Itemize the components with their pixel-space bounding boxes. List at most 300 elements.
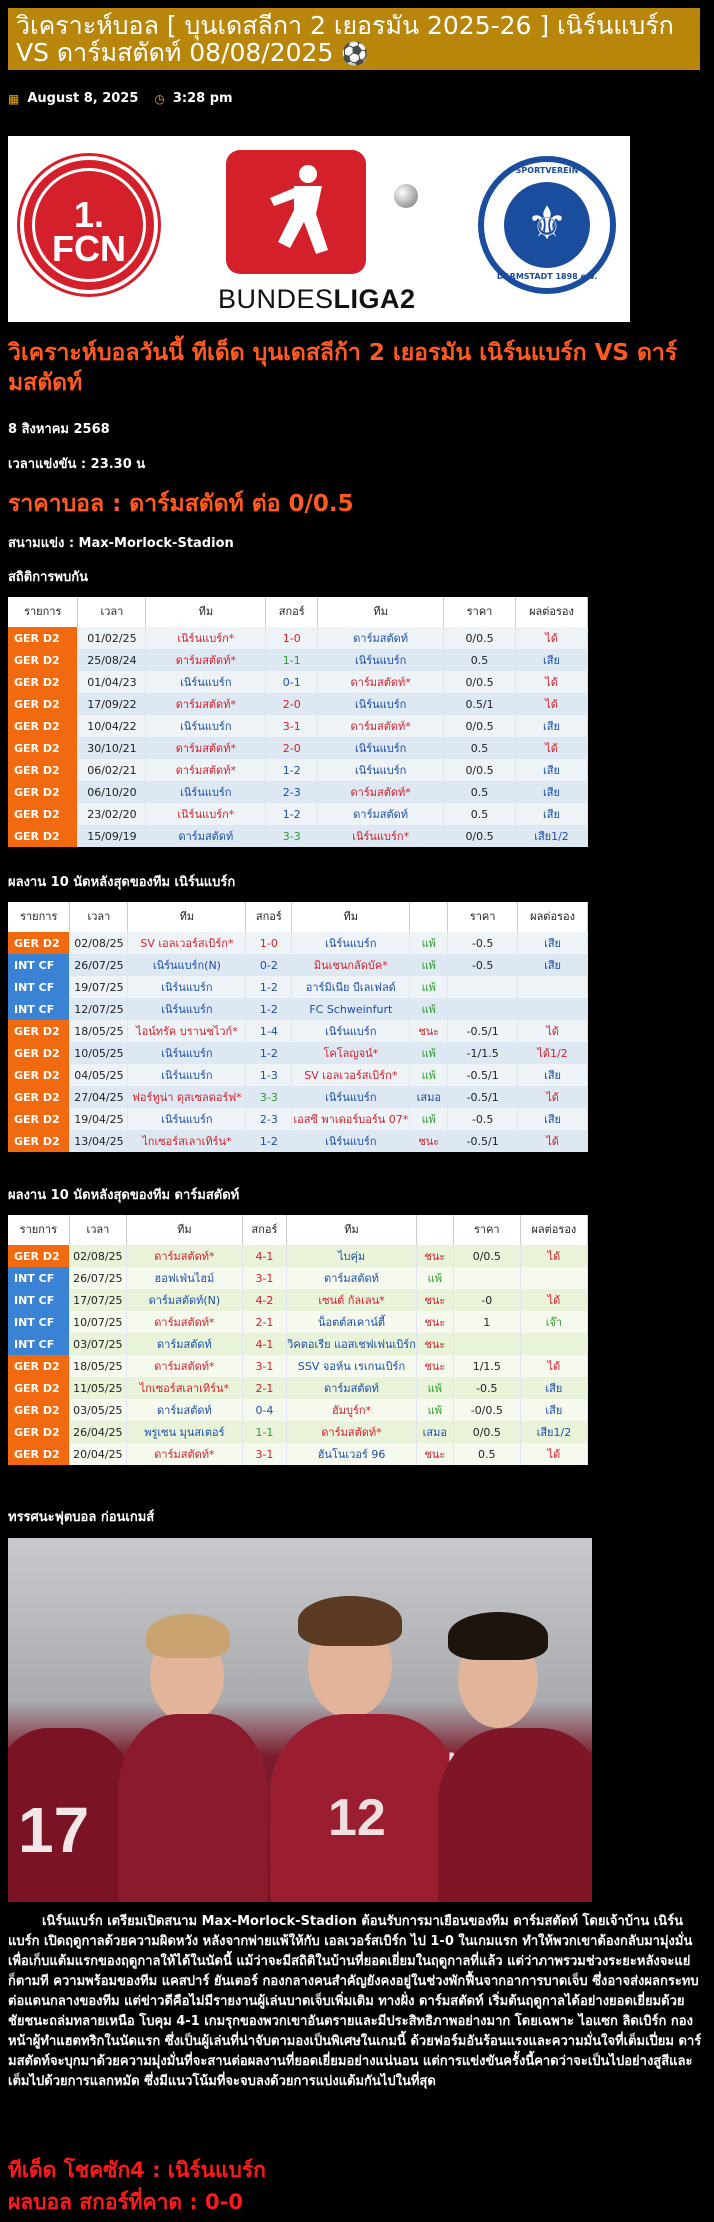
odds-cell: 1 <box>453 1311 520 1333</box>
table-header-cell: ทีม <box>127 1215 243 1245</box>
form-home-header-row <box>8 902 588 932</box>
handicap-result-cell: ได้ <box>518 1130 588 1152</box>
table-row <box>8 1421 588 1443</box>
win-loss-cell: ชนะ <box>416 1311 453 1333</box>
date-cell: 18/05/25 <box>70 1020 128 1042</box>
home-team-cell: เนิร์นแบร์ก <box>146 781 266 803</box>
table-row <box>8 1377 588 1399</box>
win-loss-cell: ชนะ <box>410 1130 448 1152</box>
date-cell: 10/07/25 <box>69 1311 126 1333</box>
table-row <box>8 998 588 1020</box>
form-home-heading: ผลงาน 10 นัดหลังสุดของทีม เนิร์นแบร์ก <box>8 875 236 890</box>
away-team-cell: ดาร์มสตัดท์ <box>287 1377 417 1399</box>
away-team-cell: เนิร์นแบร์ก <box>292 1020 410 1042</box>
table-row <box>8 715 588 737</box>
win-loss-cell: ชนะ <box>416 1245 453 1267</box>
odds-cell: 0/0.5 <box>453 1421 520 1443</box>
win-loss-cell: แพ้ <box>410 954 448 976</box>
handicap-result-cell: ได้ <box>516 737 588 759</box>
score-cell: 1-0 <box>246 932 292 954</box>
nuremberg-logo: 1. FCN <box>20 156 158 294</box>
handicap-result-cell: เสีย <box>520 1377 587 1399</box>
kickoff-time: เวลาแข่งขัน : 23.30 น <box>8 457 146 472</box>
date-cell: 19/04/25 <box>70 1108 128 1130</box>
form-away-header-row <box>8 1215 588 1245</box>
score-cell: 1-4 <box>246 1020 292 1042</box>
away-team-cell: เนิร์นแบร์ก <box>292 1130 410 1152</box>
table-header-cell: ทีม <box>128 902 246 932</box>
table-row <box>8 759 588 781</box>
league-cell: GER D2 <box>8 825 78 847</box>
score-cell: 2-3 <box>266 781 318 803</box>
odds-cell: -0 <box>453 1289 520 1311</box>
odds-cell: 0.5 <box>444 803 516 825</box>
table-row <box>8 1355 588 1377</box>
league-cell: GER D2 <box>8 1443 69 1465</box>
away-team-cell: เนิร์นแบร์ก* <box>318 825 444 847</box>
table-row <box>8 627 588 649</box>
win-loss-cell: แพ้ <box>410 1108 448 1130</box>
home-team-cell: ดาร์มสตัดท์ <box>127 1399 243 1421</box>
handicap-result-cell: เสีย <box>518 1108 588 1130</box>
handicap-result-cell: เสีย <box>516 759 588 781</box>
league-cell: GER D2 <box>8 715 78 737</box>
score-cell: 4-1 <box>242 1333 286 1355</box>
page-title-text: วิเคราะห์บอล [ บุนเดสลีกา 2 เยอรมัน 2025-26 ] เนิร์นแบร์ก VS ดาร์มสตัดท์ 08/08/2025 <box>16 11 674 67</box>
home-team-cell: ไอน์ทรัค บรานชไวก์* <box>128 1020 246 1042</box>
article-heading: วิเคราะห์บอลวันนี้ ทีเด็ด บุนเดสลีก้า 2 เยอรมัน เนิร์นแบร์ก VS ดาร์มสตัดท์ <box>8 340 678 396</box>
away-team-cell: เนิร์นแบร์ก <box>318 737 444 759</box>
odds-cell: 0.5 <box>444 737 516 759</box>
score-cell: 0-1 <box>266 671 318 693</box>
away-team-cell: SV เอลเวอร์สเบิร์ก* <box>292 1064 410 1086</box>
away-team-cell: เอสซี พาเดอร์บอร์น 07* <box>292 1108 410 1130</box>
away-team-cell: ดาร์มสตัดท์* <box>287 1421 417 1443</box>
date-cell: 30/10/21 <box>78 737 146 759</box>
win-loss-cell: ชนะ <box>416 1443 453 1465</box>
odds-cell: 0.5 <box>453 1443 520 1465</box>
date-cell: 18/05/25 <box>69 1355 126 1377</box>
odds-heading: ราคาบอล : ดาร์มสตัดท์ ต่อ 0/0.5 <box>8 491 354 517</box>
date-cell: 23/02/20 <box>78 803 146 825</box>
home-team-cell: ดาร์มสตัดท์* <box>146 693 266 715</box>
h2h-table <box>8 597 588 847</box>
table-header-cell: เวลา <box>70 902 128 932</box>
league-cell: GER D2 <box>8 1086 70 1108</box>
handicap-result-cell: เจ๊า <box>520 1311 587 1333</box>
win-loss-cell: ชนะ <box>416 1355 453 1377</box>
handicap-result-cell: เสีย <box>518 954 588 976</box>
home-team-cell: เนิร์นแบร์ก <box>128 1064 246 1086</box>
score-cell: 1-2 <box>246 1130 292 1152</box>
league-cell: GER D2 <box>8 1108 70 1130</box>
league-cell: GER D2 <box>8 1245 69 1267</box>
table-header-cell: ราคา <box>453 1215 520 1245</box>
bundesliga-ball-icon <box>394 184 418 208</box>
calendar-icon: ▦ <box>8 91 20 106</box>
table-row <box>8 803 588 825</box>
date-cell: 13/04/25 <box>70 1130 128 1152</box>
match-banner <box>8 136 630 322</box>
away-team-cell: อาร์มิเนีย บีเลเฟลด์ <box>292 976 410 998</box>
score-cell: 1-0 <box>266 627 318 649</box>
table-row <box>8 1399 588 1421</box>
away-team-cell: น็อตต์สเคาน์ตี้ <box>287 1311 417 1333</box>
league-cell: GER D2 <box>8 627 78 649</box>
win-loss-cell: แพ้ <box>410 1042 448 1064</box>
league-cell: GER D2 <box>8 759 78 781</box>
home-team-cell: ดาร์มสตัดท์* <box>146 649 266 671</box>
bundesliga-logo <box>226 150 366 274</box>
odds-cell: -0.5 <box>453 1377 520 1399</box>
odds-cell <box>448 976 518 998</box>
league-cell: GER D2 <box>8 1377 69 1399</box>
odds-cell: 0/0.5 <box>444 671 516 693</box>
home-team-cell: ดาร์มสตัดท์* <box>127 1311 243 1333</box>
clock-icon: ◷ <box>154 91 165 106</box>
table-header-cell: สกอร์ <box>266 597 318 627</box>
table-row <box>8 1289 588 1311</box>
table-row <box>8 1311 588 1333</box>
date-cell: 26/07/25 <box>70 954 128 976</box>
darmstadt-logo: SPORTVEREIN ⚜ DARMSTADT 1898 e.V. <box>478 156 616 294</box>
odds-cell: -0.5 <box>448 954 518 976</box>
win-loss-cell: แพ้ <box>410 976 448 998</box>
table-row <box>8 1108 588 1130</box>
table-header-cell: เวลา <box>78 597 146 627</box>
home-team-cell: พรูเซน มุนสเตอร์ <box>127 1421 243 1443</box>
away-team-cell: เซนต์ กัลเลน* <box>287 1289 417 1311</box>
date-cell: 06/10/20 <box>78 781 146 803</box>
home-team-cell: เนิร์นแบร์ก <box>128 998 246 1020</box>
score-cell: 3-1 <box>242 1267 286 1289</box>
home-team-cell: เนิร์นแบร์ก* <box>146 803 266 825</box>
handicap-result-cell: ได้ <box>520 1245 587 1267</box>
table-header-cell: ผลต่อรอง <box>520 1215 587 1245</box>
handicap-result-cell: เสีย <box>520 1399 587 1421</box>
table-row <box>8 781 588 803</box>
score-cell: 0-2 <box>246 954 292 976</box>
home-team-cell: SV เอลเวอร์สเบิร์ก* <box>128 932 246 954</box>
score-cell: 0-4 <box>242 1399 286 1421</box>
handicap-result-cell: ได้ <box>518 1086 588 1108</box>
score-cell: 4-1 <box>242 1245 286 1267</box>
odds-cell: 0/0.5 <box>444 759 516 781</box>
handicap-result-cell: เสีย1/2 <box>520 1421 587 1443</box>
handicap-result-cell <box>520 1333 587 1355</box>
table-row <box>8 1130 588 1152</box>
away-team-cell: ดาร์มสตัดท์ <box>318 627 444 649</box>
tip-pick: ทีเด็ด โชคซัก4 : เนิร์นแบร์ก <box>8 2158 266 2182</box>
bundesliga-wordmark: BUNDESLIGA2 <box>218 284 416 314</box>
league-cell: GER D2 <box>8 693 78 715</box>
odds-cell: -0.5 <box>448 932 518 954</box>
page-title <box>8 8 700 70</box>
odds-cell: 0.5 <box>444 781 516 803</box>
thai-date: 8 สิงหาคม 2568 <box>8 422 110 437</box>
win-loss-cell: เสมอ <box>410 1086 448 1108</box>
date-cell: 11/05/25 <box>69 1377 126 1399</box>
post-date[interactable]: August 8, 2025 <box>27 91 139 106</box>
handicap-result-cell: เสีย <box>516 781 588 803</box>
date-cell: 03/05/25 <box>69 1399 126 1421</box>
table-header-cell <box>410 902 448 932</box>
league-cell: INT CF <box>8 998 70 1020</box>
score-cell: 2-1 <box>242 1311 286 1333</box>
date-cell: 12/07/25 <box>70 998 128 1020</box>
table-header-cell: ทีม <box>318 597 444 627</box>
home-team-cell: ดาร์มสตัดท์* <box>146 759 266 781</box>
away-team-cell: โคโลญจน์* <box>292 1042 410 1064</box>
table-header-cell: ทีม <box>146 597 266 627</box>
league-cell: GER D2 <box>8 671 78 693</box>
table-header-cell: สกอร์ <box>246 902 292 932</box>
league-cell: INT CF <box>8 976 70 998</box>
table-row <box>8 649 588 671</box>
league-cell: GER D2 <box>8 1130 70 1152</box>
odds-cell <box>453 1333 520 1355</box>
win-loss-cell: แพ้ <box>416 1377 453 1399</box>
away-team-cell: ดาร์มสตัดท์* <box>318 715 444 737</box>
handicap-result-cell: ได้ <box>520 1289 587 1311</box>
score-cell: 1-1 <box>242 1421 286 1443</box>
home-team-cell: เนิร์นแบร์ก <box>146 671 266 693</box>
win-loss-cell: แพ้ <box>410 1064 448 1086</box>
score-cell: 4-2 <box>242 1289 286 1311</box>
home-team-cell: ฟอร์ทูน่า ดุสเซลดอร์ฟ* <box>128 1086 246 1108</box>
score-cell: 3-3 <box>246 1086 292 1108</box>
league-cell: INT CF <box>8 954 70 976</box>
h2h-heading: สถิติการพบกัน <box>8 570 88 585</box>
league-cell: GER D2 <box>8 1042 70 1064</box>
date-cell: 06/02/21 <box>78 759 146 781</box>
table-row <box>8 1443 588 1465</box>
home-team-cell: ดาร์มสตัดท์* <box>146 737 266 759</box>
away-team-cell: วิคตอเรีย แอสเชฟเฟนเบิร์ก <box>287 1333 417 1355</box>
score-cell: 1-3 <box>246 1064 292 1086</box>
league-cell: GER D2 <box>8 649 78 671</box>
table-row <box>8 1267 588 1289</box>
win-loss-cell: แพ้ <box>410 932 448 954</box>
away-team-cell: ฮันโนเวอร์ 96 <box>287 1443 417 1465</box>
league-cell: GER D2 <box>8 737 78 759</box>
win-loss-cell: ชนะ <box>410 1020 448 1042</box>
odds-cell <box>453 1267 520 1289</box>
away-team-cell: ดาร์มสตัดท์* <box>318 671 444 693</box>
score-cell: 1-2 <box>246 976 292 998</box>
league-cell: INT CF <box>8 1289 69 1311</box>
date-cell: 17/07/25 <box>69 1289 126 1311</box>
date-cell: 02/08/25 <box>70 932 128 954</box>
date-cell: 26/07/25 <box>69 1267 126 1289</box>
table-header-cell: ผลต่อรอง <box>516 597 588 627</box>
odds-cell: -0.5/1 <box>448 1064 518 1086</box>
win-loss-cell: เสมอ <box>416 1421 453 1443</box>
handicap-result-cell: ได้ <box>516 627 588 649</box>
date-cell: 10/04/22 <box>78 715 146 737</box>
date-cell: 25/08/24 <box>78 649 146 671</box>
soccer-ball-icon: ⚽ <box>341 42 369 67</box>
handicap-result-cell: เสีย <box>518 1064 588 1086</box>
table-row <box>8 1086 588 1108</box>
table-header-cell: ทีม <box>292 902 410 932</box>
handicap-result-cell: เสีย <box>516 649 588 671</box>
table-row <box>8 693 588 715</box>
score-cell: 1-2 <box>246 1042 292 1064</box>
table-row <box>8 1333 588 1355</box>
away-team-cell: SSV จอห์น เรเกนเบิร์ก <box>287 1355 417 1377</box>
table-header-cell: เวลา <box>69 1215 126 1245</box>
odds-cell: -0/0.5 <box>453 1399 520 1421</box>
handicap-result-cell: เสีย <box>516 715 588 737</box>
handicap-result-cell: ได้ <box>520 1355 587 1377</box>
league-cell: GER D2 <box>8 803 78 825</box>
post-meta <box>8 91 233 106</box>
league-cell: GER D2 <box>8 1399 69 1421</box>
table-header-cell: รายการ <box>8 902 70 932</box>
date-cell: 10/05/25 <box>70 1042 128 1064</box>
home-team-cell: เนิร์นแบร์ก <box>128 1108 246 1130</box>
preview-heading: ทรรศนะฟุตบอล ก่อนเกมส์ <box>8 1510 155 1525</box>
article-body: เนิร์นแบร์ก เตรียมเปิดสนาม Max-Morlock-Stadion ต้อนรับการมาเยือนของทีม ดาร์มสตัดท์ โดยเจ้าบ้าน เนิร์นแบร์ก เปิดฤดูกาลด้วยความผิดหวัง หลังจากพ่ายแพ้ให้กับ เอลเวอร์สเบิร์ก ไป 1-0 ในเกมแรก ทำให้พวกเขาต้องกลับมามุ่งมั่นเพื่อเก็บแต้มแรกของฤดูกาลให้ได้ในนัดนี้ แม้ว่าจะมีสถิติในบ้านที่ยอดเยี่ยมในฤดูกาลที่แล้ว แต่ว่าภาพรวมช่วงระยะหลังจะแย่ก็ตามที ความพร้อมของทีม แคสปาร์ ยันเตอร์ กองกลางคนสำคัญยังคงอยู่ในช่วงพักฟื้นจากอาการบาดเจ็บ ซึ่งอาจส่งผลกระทบต่อแดนกลางของทีม แต่ข่าวดีคือไม่มีรายงานผู้เล่นบาดเจ็บเพิ่มเติม ทางฝั่ง ดาร์มสตัดท์ เริ่มต้นฤดูกาลได้อย่างยอดเยี่ยมด้วยชัยชนะถล่มทลายเหนือ โบคุม 4-1 เกมรุกของพวกเขาอันตรายและมีประสิทธิภาพอย่างมาก โดยเฉพาะ ไอแซก ลิดเบิร์ก กองหน้าผู้ทำแฮตทริกในนัดแรก ซึ่งเป็นผู้เล่นที่น่าจับตามองเป็นพิเศษในเกมนี้ ด้วยฟอร์มอันร้อนแรงและความมั่นใจที่เต็มเปี่ยม ดาร์มสตัดท์จะบุกมาด้วยความมุ่งมั่นที่จะสานต่อผลงานที่ยอดเยี่ยมอย่างแน่นอน แต่การแข่งขันครั้งนี้คาดว่าจะเป็นไปอย่างสูสีและเต็มไปด้วยการแลกหมัด ซึ่งมีแนวโน้มที่จะจบลงด้วยการแบ่งแต้มกันไปในที่สุด <box>8 1914 702 2089</box>
table-row <box>8 976 588 998</box>
table-header-cell: รายการ <box>8 1215 69 1245</box>
league-cell: GER D2 <box>8 1421 69 1443</box>
home-team-cell: ฮอฟเฟ่นไฮม์ <box>127 1267 243 1289</box>
form-away-table <box>8 1215 588 1465</box>
date-cell: 20/04/25 <box>69 1443 126 1465</box>
handicap-result-cell: ได้ <box>516 693 588 715</box>
table-row <box>8 1064 588 1086</box>
odds-cell: -0.5/1 <box>448 1130 518 1152</box>
date-cell: 04/05/25 <box>70 1064 128 1086</box>
home-team-cell: ดาร์มสตัดท์ <box>127 1333 243 1355</box>
odds-cell: 1/1.5 <box>453 1355 520 1377</box>
odds-cell: 0.5 <box>444 649 516 671</box>
league-cell: GER D2 <box>8 932 70 954</box>
h2h-header-row <box>8 597 588 627</box>
predicted-score: ผลบอล สกอร์ที่คาด : 0-0 <box>8 2190 243 2214</box>
home-team-cell: ไกเซอร์สเลาเทิร์น* <box>127 1377 243 1399</box>
home-team-cell: ดาร์มสตัดท์* <box>127 1245 243 1267</box>
table-row <box>8 1042 588 1064</box>
away-team-cell: ดาร์มสตัดท์ <box>287 1267 417 1289</box>
win-loss-cell: ชนะ <box>416 1289 453 1311</box>
home-team-cell: เนิร์นแบร์ก(N) <box>128 954 246 976</box>
jersey-number: 17 <box>18 1794 90 1866</box>
home-team-cell: เนิร์นแบร์ก* <box>146 627 266 649</box>
odds-cell: 0.5/1 <box>444 693 516 715</box>
win-loss-cell: แพ้ <box>416 1267 453 1289</box>
home-team-cell: เนิร์นแบร์ก <box>128 1042 246 1064</box>
table-header-cell <box>416 1215 453 1245</box>
date-cell: 27/04/25 <box>70 1086 128 1108</box>
odds-cell: -1/1.5 <box>448 1042 518 1064</box>
date-cell: 19/07/25 <box>70 976 128 998</box>
handicap-result-cell <box>518 976 588 998</box>
odds-cell: 0/0.5 <box>444 715 516 737</box>
score-cell: 1-1 <box>266 649 318 671</box>
handicap-result-cell <box>520 1267 587 1289</box>
home-team-cell: ดาร์มสตัดท์* <box>127 1355 243 1377</box>
away-team-cell: เนิร์นแบร์ก <box>318 759 444 781</box>
form-home-table <box>8 902 588 1152</box>
away-team-cell: ดาร์มสตัดท์* <box>318 781 444 803</box>
table-header-cell: ราคา <box>444 597 516 627</box>
score-cell: 1-2 <box>266 803 318 825</box>
home-team-cell: ดาร์มสตัดท์(N) <box>127 1289 243 1311</box>
home-team-cell: ดาร์มสตัดท์ <box>146 825 266 847</box>
league-cell: GER D2 <box>8 1355 69 1377</box>
handicap-result-cell: เสีย <box>516 803 588 825</box>
win-loss-cell: แพ้ <box>410 998 448 1020</box>
home-team-cell: ดาร์มสตัดท์* <box>127 1443 243 1465</box>
away-team-cell: ดาร์มสตัดท์ <box>318 803 444 825</box>
table-row <box>8 671 588 693</box>
stadium: สนามแข่ง : Max-Morlock-Stadion <box>8 536 234 551</box>
table-header-cell: รายการ <box>8 597 78 627</box>
date-cell: 02/08/25 <box>69 1245 126 1267</box>
form-away-heading: ผลงาน 10 นัดหลังสุดของทีม ดาร์มสตัดท์ <box>8 1188 240 1203</box>
handicap-result-cell: ได้ <box>518 1020 588 1042</box>
league-cell: GER D2 <box>8 1020 70 1042</box>
score-cell: 3-1 <box>242 1355 286 1377</box>
win-loss-cell: แพ้ <box>416 1399 453 1421</box>
league-cell: GER D2 <box>8 1064 70 1086</box>
date-cell: 01/04/23 <box>78 671 146 693</box>
home-team-cell: ไกเซอร์สเลาเทิร์น* <box>128 1130 246 1152</box>
players-photo <box>8 1538 592 1902</box>
home-team-cell: เนิร์นแบร์ก <box>146 715 266 737</box>
odds-cell: -0.5 <box>448 1108 518 1130</box>
away-team-cell: เนิร์นแบร์ก <box>292 932 410 954</box>
handicap-result-cell: ได้ <box>516 671 588 693</box>
score-cell: 2-1 <box>242 1377 286 1399</box>
score-cell: 3-1 <box>266 715 318 737</box>
away-team-cell: FC Schweinfurt <box>292 998 410 1020</box>
table-row <box>8 1020 588 1042</box>
score-cell: 1-2 <box>266 759 318 781</box>
away-team-cell: เนิร์นแบร์ก <box>318 649 444 671</box>
table-row <box>8 737 588 759</box>
table-header-cell: สกอร์ <box>242 1215 286 1245</box>
odds-cell: 0/0.5 <box>444 825 516 847</box>
score-cell: 2-0 <box>266 737 318 759</box>
odds-cell: 0/0.5 <box>453 1245 520 1267</box>
table-row <box>8 825 588 847</box>
post-time: 3:28 pm <box>172 91 233 106</box>
date-cell: 15/09/19 <box>78 825 146 847</box>
league-cell: INT CF <box>8 1267 69 1289</box>
away-team-cell: ไบคุ่ม <box>287 1245 417 1267</box>
handicap-result-cell: ได้ <box>520 1443 587 1465</box>
handicap-result-cell: เสีย <box>518 932 588 954</box>
home-team-cell: เนิร์นแบร์ก <box>128 976 246 998</box>
odds-cell: 0/0.5 <box>444 627 516 649</box>
score-cell: 3-1 <box>242 1443 286 1465</box>
handicap-result-cell <box>518 998 588 1020</box>
score-cell: 2-3 <box>246 1108 292 1130</box>
score-cell: 1-2 <box>246 998 292 1020</box>
table-header-cell: ทีม <box>287 1215 417 1245</box>
league-cell: INT CF <box>8 1333 69 1355</box>
table-row <box>8 1245 588 1267</box>
handicap-result-cell: ได้1/2 <box>518 1042 588 1064</box>
date-cell: 17/09/22 <box>78 693 146 715</box>
date-cell: 03/07/25 <box>69 1333 126 1355</box>
away-team-cell: เนิร์นแบร์ก <box>292 1086 410 1108</box>
win-loss-cell: ชนะ <box>416 1333 453 1355</box>
